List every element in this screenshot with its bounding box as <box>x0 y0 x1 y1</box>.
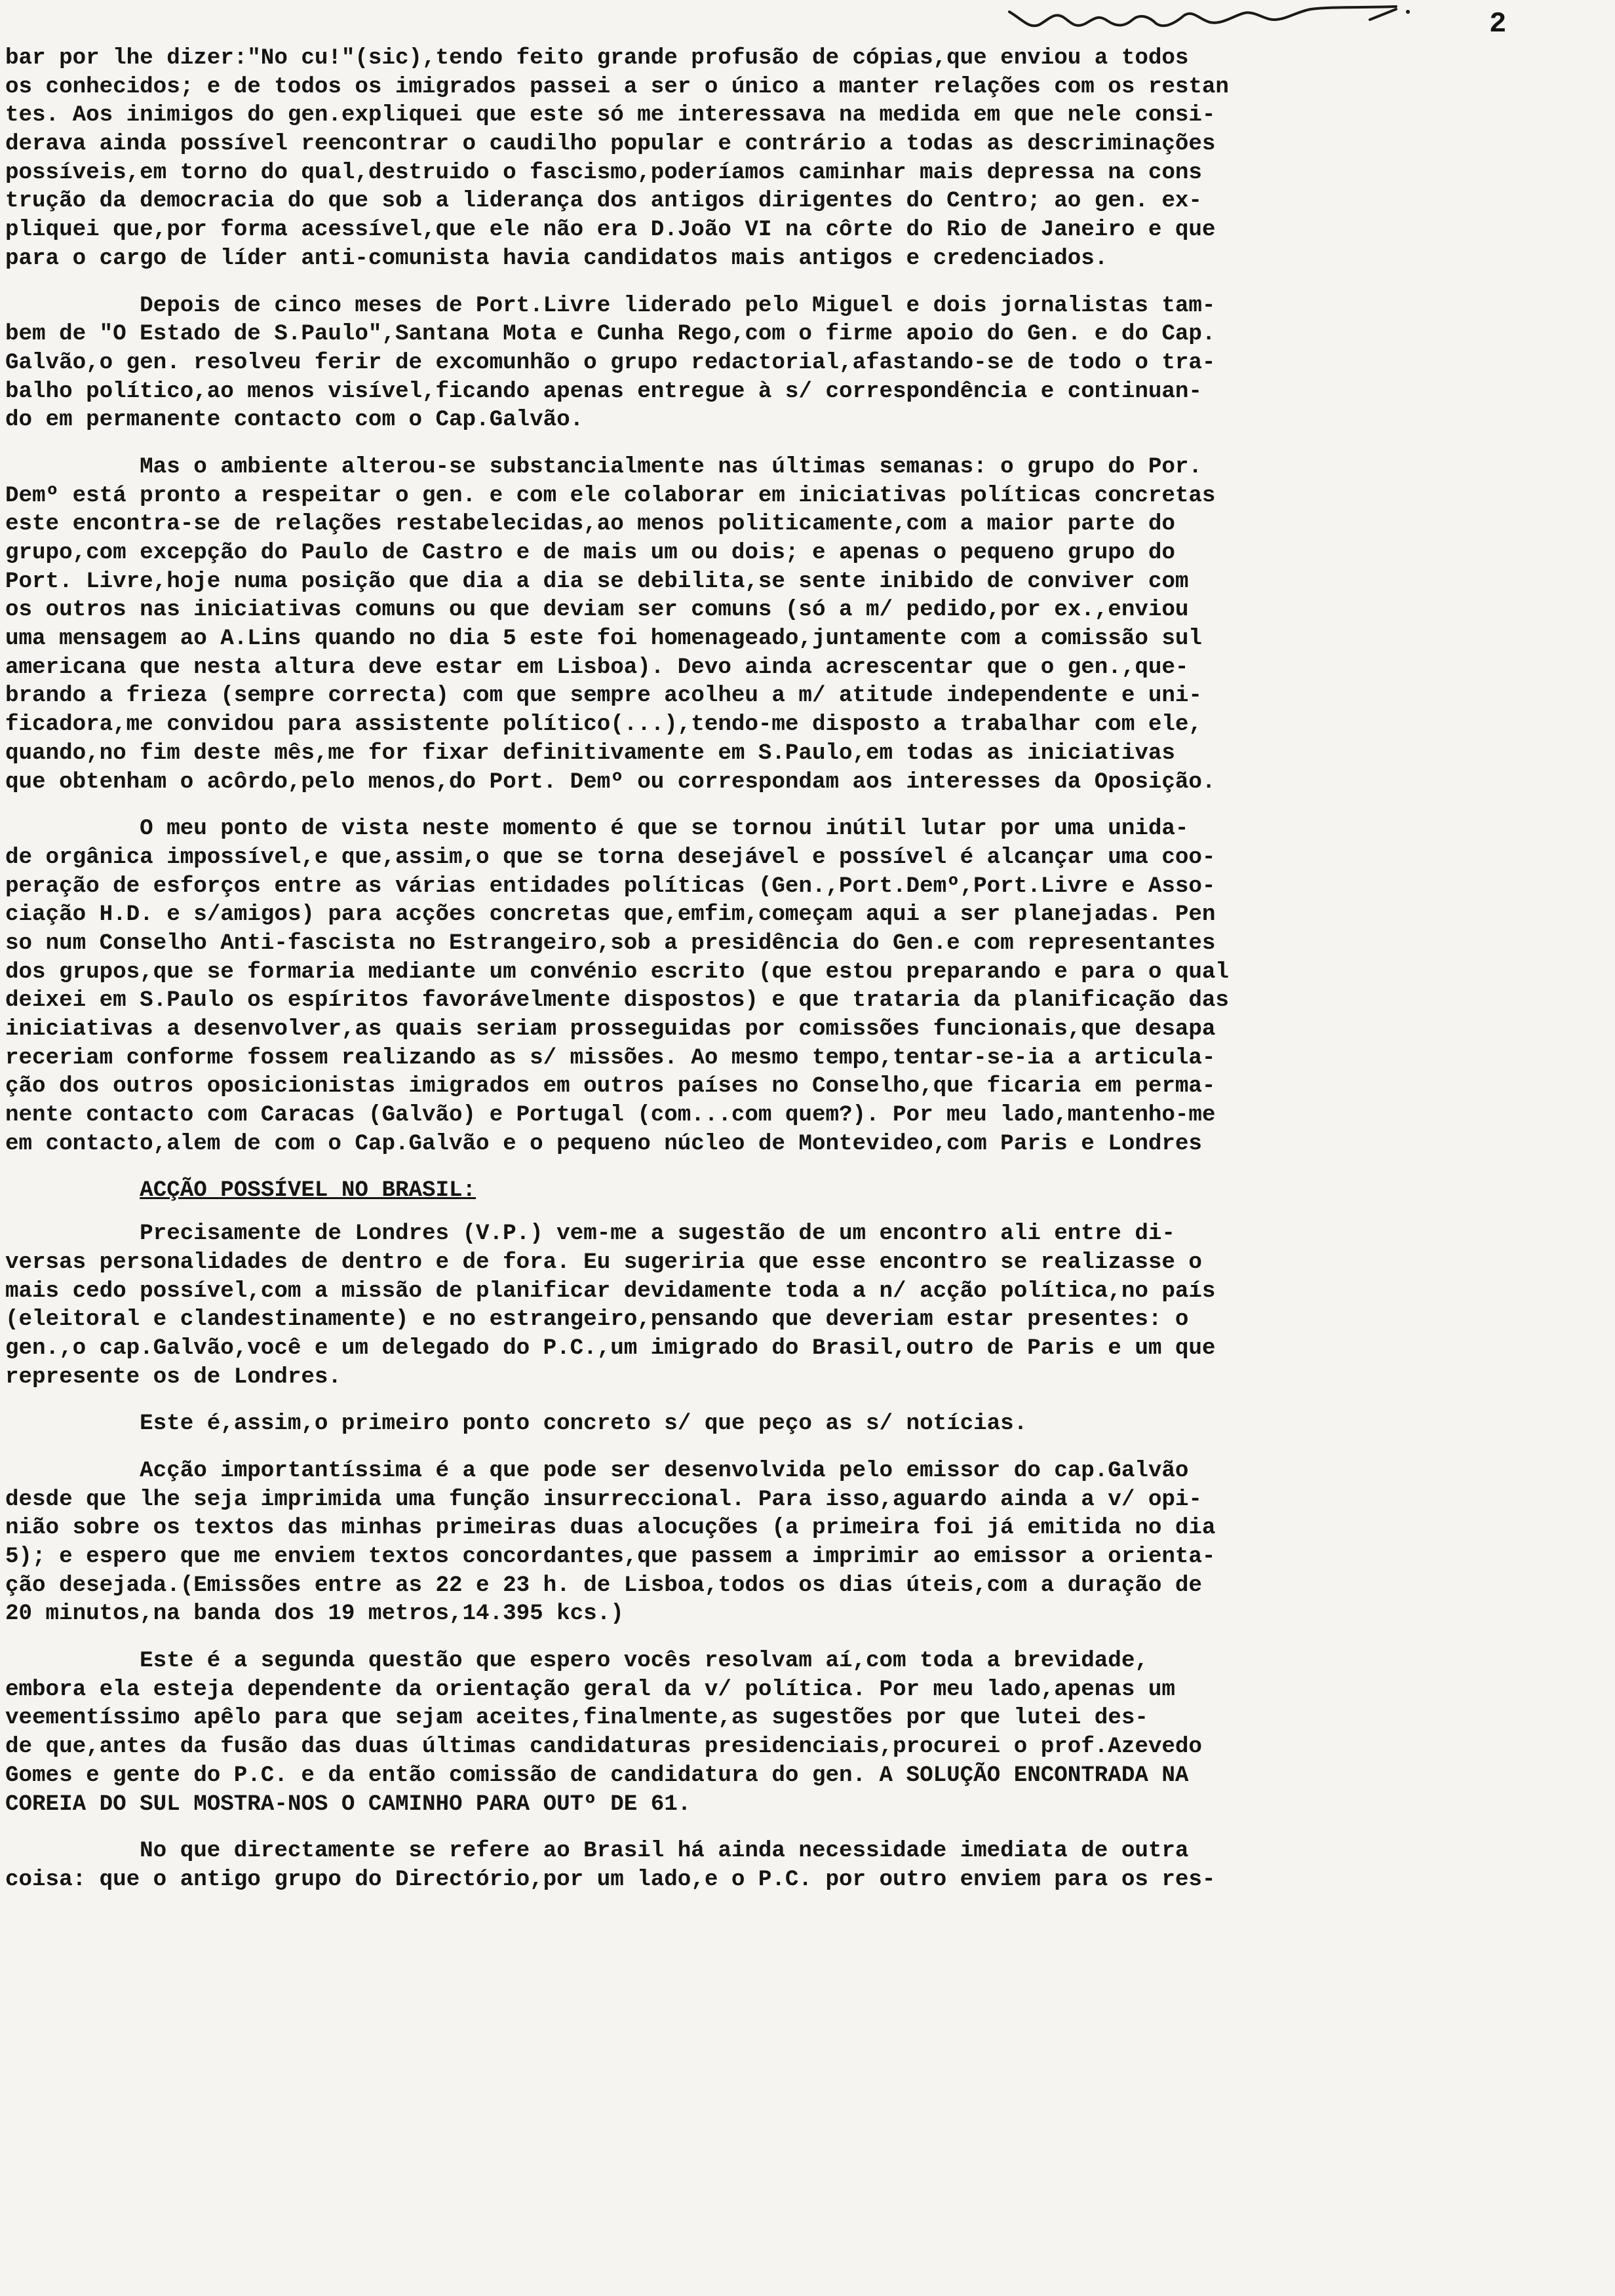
text-line: ficadora,me convidou para assistente político(...),tendo-me disposto a trabalhar com ele, <box>5 712 1202 738</box>
text-line: Depois de cinco meses de Port.Livre liderado pelo Miguel e dois jornalistas tam- <box>5 293 1216 318</box>
letter-body <box>5 45 1610 1895</box>
text-line: brando a frieza (sempre correcta) com que sempre acolheu a m/ atitude independente e uni- <box>5 683 1202 709</box>
text-line: Gomes e gente do P.C. e da então comissão de candidatura do gen. A SOLUÇÃO ENCONTRADA NA <box>5 1763 1189 1788</box>
text-line: mais cedo possível,com a missão de planificar devidamente toda a n/ acção política,no país <box>5 1278 1216 1304</box>
text-line: quando,no fim deste mês,me for fixar definitivamente em S.Paulo,em todas as iniciativas <box>5 740 1175 766</box>
text-line: dos grupos,que se formaria mediante um convénio escrito (que estou preparando e para o qual <box>5 959 1229 985</box>
text-line: ção desejada.(Emissões entre as 22 e 23 h. de Lisboa,todos os dias úteis,com a duração de <box>5 1573 1202 1598</box>
text-line: nente contacto com Caracas (Galvão) e Portugal (com...com quem?). Por meu lado,mantenho-me <box>5 1103 1216 1128</box>
text-line: (eleitoral e clandestinamente) e no estrangeiro,pensando que deveriam estar presentes: o <box>5 1307 1189 1333</box>
text-line: 5); e espero que me enviem textos concordantes,que passem a imprimir ao emissor a orienta- <box>5 1544 1216 1569</box>
text-line: COREIA DO SUL MOSTRA-NOS O CAMINHO PARA OUTº DE 61. <box>5 1791 691 1817</box>
text-line: Precisamente de Londres (V.P.) vem-me a sugestão de um encontro ali entre di- <box>5 1221 1175 1247</box>
paragraph-9 <box>5 1837 1610 1894</box>
text-line: nião sobre os textos das minhas primeiras duas alocuções (a primeira foi já emitida no dia <box>5 1516 1216 1541</box>
text-line: peração de esforços entre as várias entidades políticas (Gen.,Port.Demº,Port.Livre e Asso- <box>5 873 1216 899</box>
text-line: para o cargo de líder anti-comunista havia candidatos mais antigos e credenciados. <box>5 246 1108 271</box>
paragraph-5 <box>5 1220 1610 1392</box>
paragraph-6 <box>5 1410 1610 1439</box>
text-line: possíveis,em torno do qual,destruido o fascismo,poderíamos caminhar mais depressa na cons <box>5 160 1202 185</box>
text-line: que obtenham o acôrdo,pelo menos,do Port. Demº ou correspondam aos interesses da Oposição. <box>5 769 1216 795</box>
text-line: este encontra-se de relações restabelecidas,ao menos politicamente,com a maior parte do <box>5 512 1175 537</box>
text-line: uma mensagem ao A.Lins quando no dia 5 este foi homenageado,juntamente com a comissão sul <box>5 626 1202 652</box>
text-line: os outros nas iniciativas comuns ou que deviam ser comuns (só a m/ pedido,por ex.,enviou <box>5 598 1189 623</box>
handwritten-signature <box>1003 0 1422 39</box>
text-line: derava ainda possível reencontrar o caudilho popular e contrário a todas as descriminações <box>5 132 1216 157</box>
text-line: represente os de Londres. <box>5 1364 341 1390</box>
paragraph-7 <box>5 1457 1610 1629</box>
paragraph-8 <box>5 1647 1610 1819</box>
text-line: os conhecidos; e de todos os imigrados passei a ser o único a manter relações com os restan <box>5 74 1229 100</box>
text-line: Port. Livre,hoje numa posição que dia a dia se debilita,se sente inibido de conviver com <box>5 569 1189 594</box>
text-line: gen.,o cap.Galvão,você e um delegado do P.C.,um imigrado do Brasil,outro de Paris e um que <box>5 1335 1216 1361</box>
text-line: O meu ponto de vista neste momento é que se tornou inútil lutar por uma unida- <box>5 816 1189 842</box>
paragraph-3 <box>5 453 1610 797</box>
section-heading: ACÇÃO POSSÍVEL NO BRASIL: <box>140 1178 477 1204</box>
text-line: embora ela esteja dependente da orientação geral da v/ política. Por meu lado,apenas um <box>5 1677 1175 1702</box>
text-line: bem de "O Estado de S.Paulo",Santana Mota e Cunha Rego,com o firme apoio do Gen. e do Cap. <box>5 322 1216 347</box>
text-line: so num Conselho Anti-fascista no Estrangeiro,sob a presidência do Gen.e com representantes <box>5 930 1216 956</box>
text-line: Acção importantíssima é a que pode ser desenvolvida pelo emissor do cap.Galvão <box>5 1458 1189 1483</box>
text-line: americana que nesta altura deve estar em Lisboa). Devo ainda acrescentar que o gen.,que- <box>5 655 1189 680</box>
paragraph-2 <box>5 292 1610 435</box>
text-line: bar por lhe dizer:"No cu!"(sic),tendo feito grande profusão de cópias,que enviou a todos <box>5 46 1189 71</box>
text-line: de orgânica impossível,e que,assim,o que se torna desejável e possível é alcançar uma coo- <box>5 845 1216 870</box>
text-line: No que directamente se refere ao Brasil há ainda necessidade imediata de outra <box>5 1839 1189 1864</box>
text-line: ciação H.D. e s/amigos) para acções concretas que,emfim,começam aqui a ser planejadas. Pen <box>5 902 1216 928</box>
text-line: desde que lhe seja imprimida uma função insurreccional. Para isso,aguardo ainda a v/ opi- <box>5 1487 1202 1512</box>
text-line: versas personalidades de dentro e de fora. Eu sugeriria que esse encontro se realizasse o <box>5 1250 1202 1275</box>
paragraph-1 <box>5 45 1610 274</box>
text-line: pliquei que,por forma acessível,que ele não era D.João VI na côrte do Rio de Janeiro e que <box>5 218 1216 243</box>
text-line: trução da democracia do que sob a liderança dos antigos dirigentes do Centro; ao gen. ex- <box>5 189 1202 214</box>
text-line: receriam conforme fossem realizando as s/ missões. Ao mesmo tempo,tentar-se-ia a articula- <box>5 1045 1216 1071</box>
page-number: 2 <box>1489 8 1507 41</box>
text-line: veementíssimo apêlo para que sejam aceites,finalmente,as sugestões por que lutei des- <box>5 1706 1148 1731</box>
text-line: Este é,assim,o primeiro ponto concreto s/ que peço as s/ notícias. <box>5 1411 1028 1437</box>
text-line: Este é a segunda questão que espero vocês resolvam aí,com toda a brevidade, <box>5 1649 1148 1674</box>
text-line: 20 minutos,na banda dos 19 metros,14.395 kcs.) <box>5 1601 624 1627</box>
text-line: de que,antes da fusão das duas últimas candidaturas presidenciais,procurei o prof.Azevedo <box>5 1734 1202 1760</box>
section-heading-wrap <box>5 1177 1610 1206</box>
text-line: deixei em S.Paulo os espíritos favorávelmente dispostos) e que trataria da planificação das <box>5 988 1229 1014</box>
paragraph-4 <box>5 815 1610 1158</box>
text-line: balho político,ao menos visível,ficando apenas entregue à s/ correspondência e continuan- <box>5 379 1202 404</box>
text-line: Demº está pronto a respeitar o gen. e com ele colaborar em iniciativas políticas concretas <box>5 483 1216 508</box>
text-line: coisa: que o antigo grupo do Directório,por um lado,e o P.C. por outro enviem para os res- <box>5 1867 1216 1892</box>
text-line: iniciativas a desenvolver,as quais seriam prosseguidas por comissões funcionais,que desapa <box>5 1017 1216 1042</box>
text-line: grupo,com excepção do Paulo de Castro e de mais um ou dois; e apenas o pequeno grupo do <box>5 541 1175 565</box>
text-line: em contacto,alem de com o Cap.Galvão e o pequeno núcleo de Montevideo,com Paris e Londres <box>5 1131 1202 1157</box>
text-line: Mas o ambiente alterou-se substancialmente nas últimas semanas: o grupo do Por. <box>5 454 1202 480</box>
text-line: tes. Aos inimigos do gen.expliquei que este só me interessava na medida em que nele consi- <box>5 103 1216 128</box>
text-line: ção dos outros oposicionistas imigrados em outros países no Conselho,que ficaria em perma- <box>5 1074 1216 1100</box>
text-line: do em permanente contacto com o Cap.Galvão. <box>5 408 584 433</box>
text-line: Galvão,o gen. resolveu ferir de excomunhão o grupo redactorial,afastando-se de todo o tra- <box>5 350 1216 375</box>
